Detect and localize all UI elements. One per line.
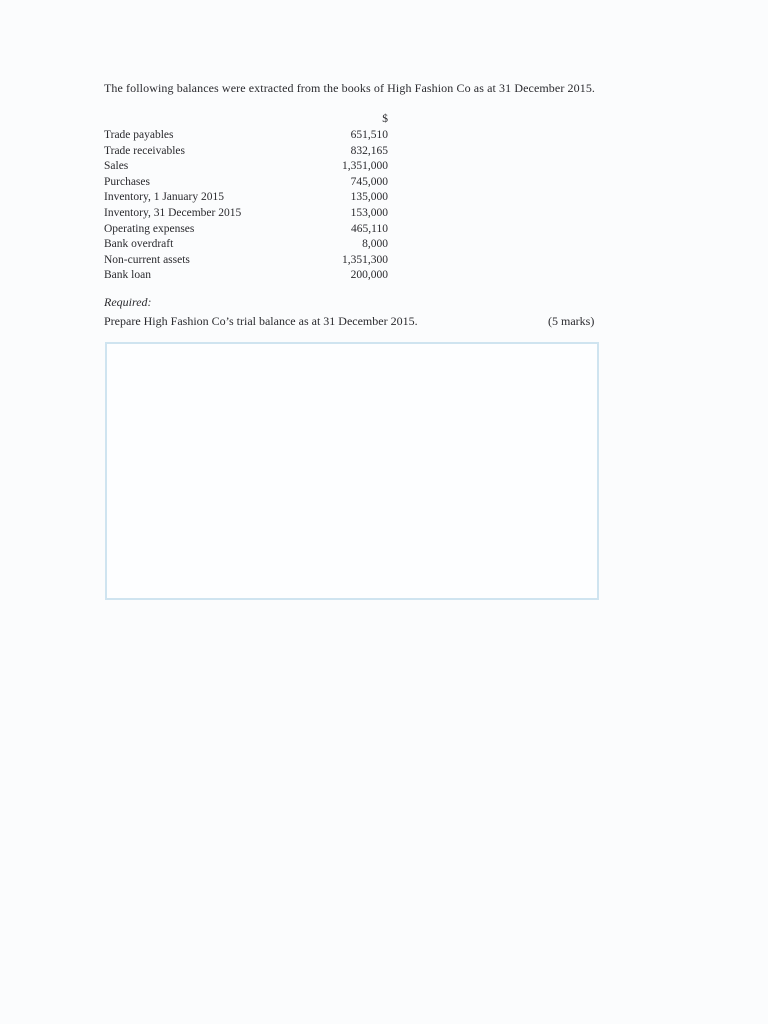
balance-label: Bank loan <box>104 269 151 282</box>
table-row <box>104 159 388 175</box>
balance-label: Inventory, 1 January 2015 <box>104 191 224 204</box>
balance-label: Bank overdraft <box>104 238 174 251</box>
table-row <box>104 222 388 238</box>
balances-table <box>104 112 388 284</box>
task-instruction: Prepare High Fashion Co’s trial balance as at 31 December 2015. <box>104 314 418 328</box>
balance-label: Purchases <box>104 175 150 188</box>
balance-label: Trade receivables <box>104 144 185 157</box>
balance-label: Trade payables <box>104 129 174 141</box>
balance-amount: 745,000 <box>350 175 388 188</box>
currency-header: $ <box>382 113 388 126</box>
table-row <box>104 190 388 206</box>
balance-amount: 1,351,000 <box>342 160 388 173</box>
balance-amount: 1,351,300 <box>342 253 388 266</box>
table-row <box>104 253 388 269</box>
balance-amount: 135,000 <box>350 191 388 204</box>
question-intro: The following balances were extracted from the books of High Fashion Co as at 31 December 2015. <box>104 81 596 95</box>
table-row <box>104 128 388 144</box>
table-row <box>104 237 388 253</box>
answer-box[interactable] <box>105 342 599 600</box>
table-row <box>104 268 388 284</box>
balance-label: Non-current assets <box>104 253 190 266</box>
balance-label: Inventory, 31 December 2015 <box>104 206 242 219</box>
currency-header-row <box>104 112 388 128</box>
balance-amount: 153,000 <box>350 206 388 219</box>
balance-amount: 8,000 <box>362 238 388 251</box>
balance-label: Sales <box>104 160 129 173</box>
balance-amount: 200,000 <box>350 269 388 282</box>
table-row <box>104 206 388 222</box>
required-heading: Required: <box>104 295 152 309</box>
balance-amount: 651,510 <box>350 129 388 141</box>
table-row <box>104 144 388 160</box>
balance-label: Operating expenses <box>104 222 195 235</box>
balance-amount: 832,165 <box>350 144 388 157</box>
marks-label: (5 marks) <box>548 314 595 328</box>
table-row <box>104 175 388 191</box>
balance-amount: 465,110 <box>351 222 388 235</box>
